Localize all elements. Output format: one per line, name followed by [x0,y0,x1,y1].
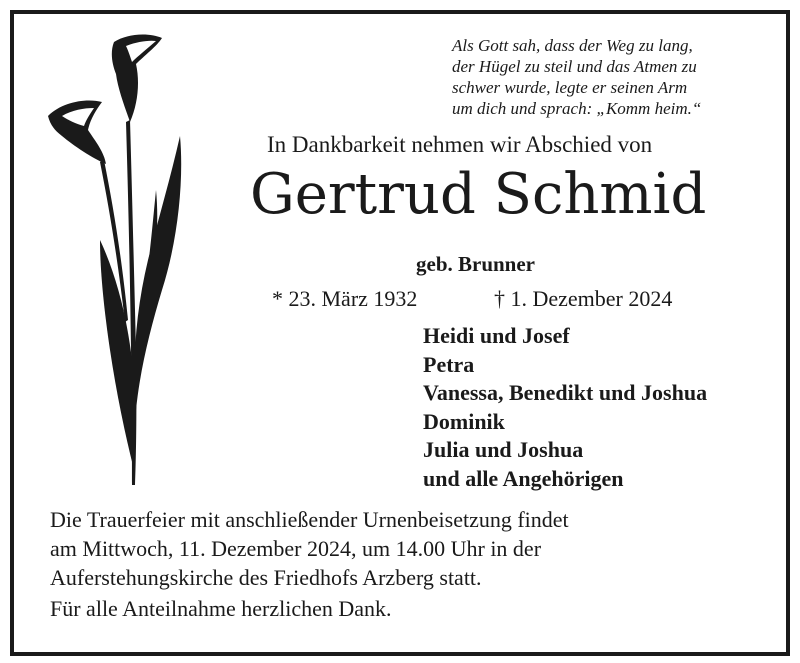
mourner: Julia und Joshua [423,437,584,462]
birth-date: * 23. März 1932 [272,286,418,311]
mourners-list [423,322,707,493]
maiden-name: geb. Brunner [416,252,536,276]
deceased-name: Gertrud Schmid [250,162,707,227]
mourner: Vanessa, Benedikt und Joshua [423,380,708,405]
mourner: Dominik [423,408,505,434]
poem [452,35,772,119]
service-info [50,505,569,592]
death-date: † 1. Dezember 2024 [494,286,673,311]
poem-line: schwer wurde, legte er seinen Arm [452,78,688,97]
poem-line: Als Gott sah, dass der Weg zu lang, [452,36,693,55]
service-line: Die Trauerfeier mit anschließender Urnenbeisetzung findet [50,507,569,532]
service-line: am Mittwoch, 11. Dezember 2024, um 14.00 Uhr in der [50,536,542,561]
poem-line: der Hügel zu steil und das Atmen zu [452,57,697,76]
service-line: Auferstehungskirche des Friedhofs Arzberg statt. [50,565,482,590]
mourner: und alle Angehörigen [423,465,624,491]
mourner: Petra [423,351,475,377]
calla-lily-icon [44,30,194,495]
thanks-text: Für alle Anteilnahme herzlichen Dank. [50,596,392,621]
mourner: Heidi und Josef [423,323,570,348]
intro-text: In Dankbarkeit nehmen wir Abschied von [267,132,653,157]
poem-line: um dich und sprach: „Komm heim.“ [452,99,702,118]
